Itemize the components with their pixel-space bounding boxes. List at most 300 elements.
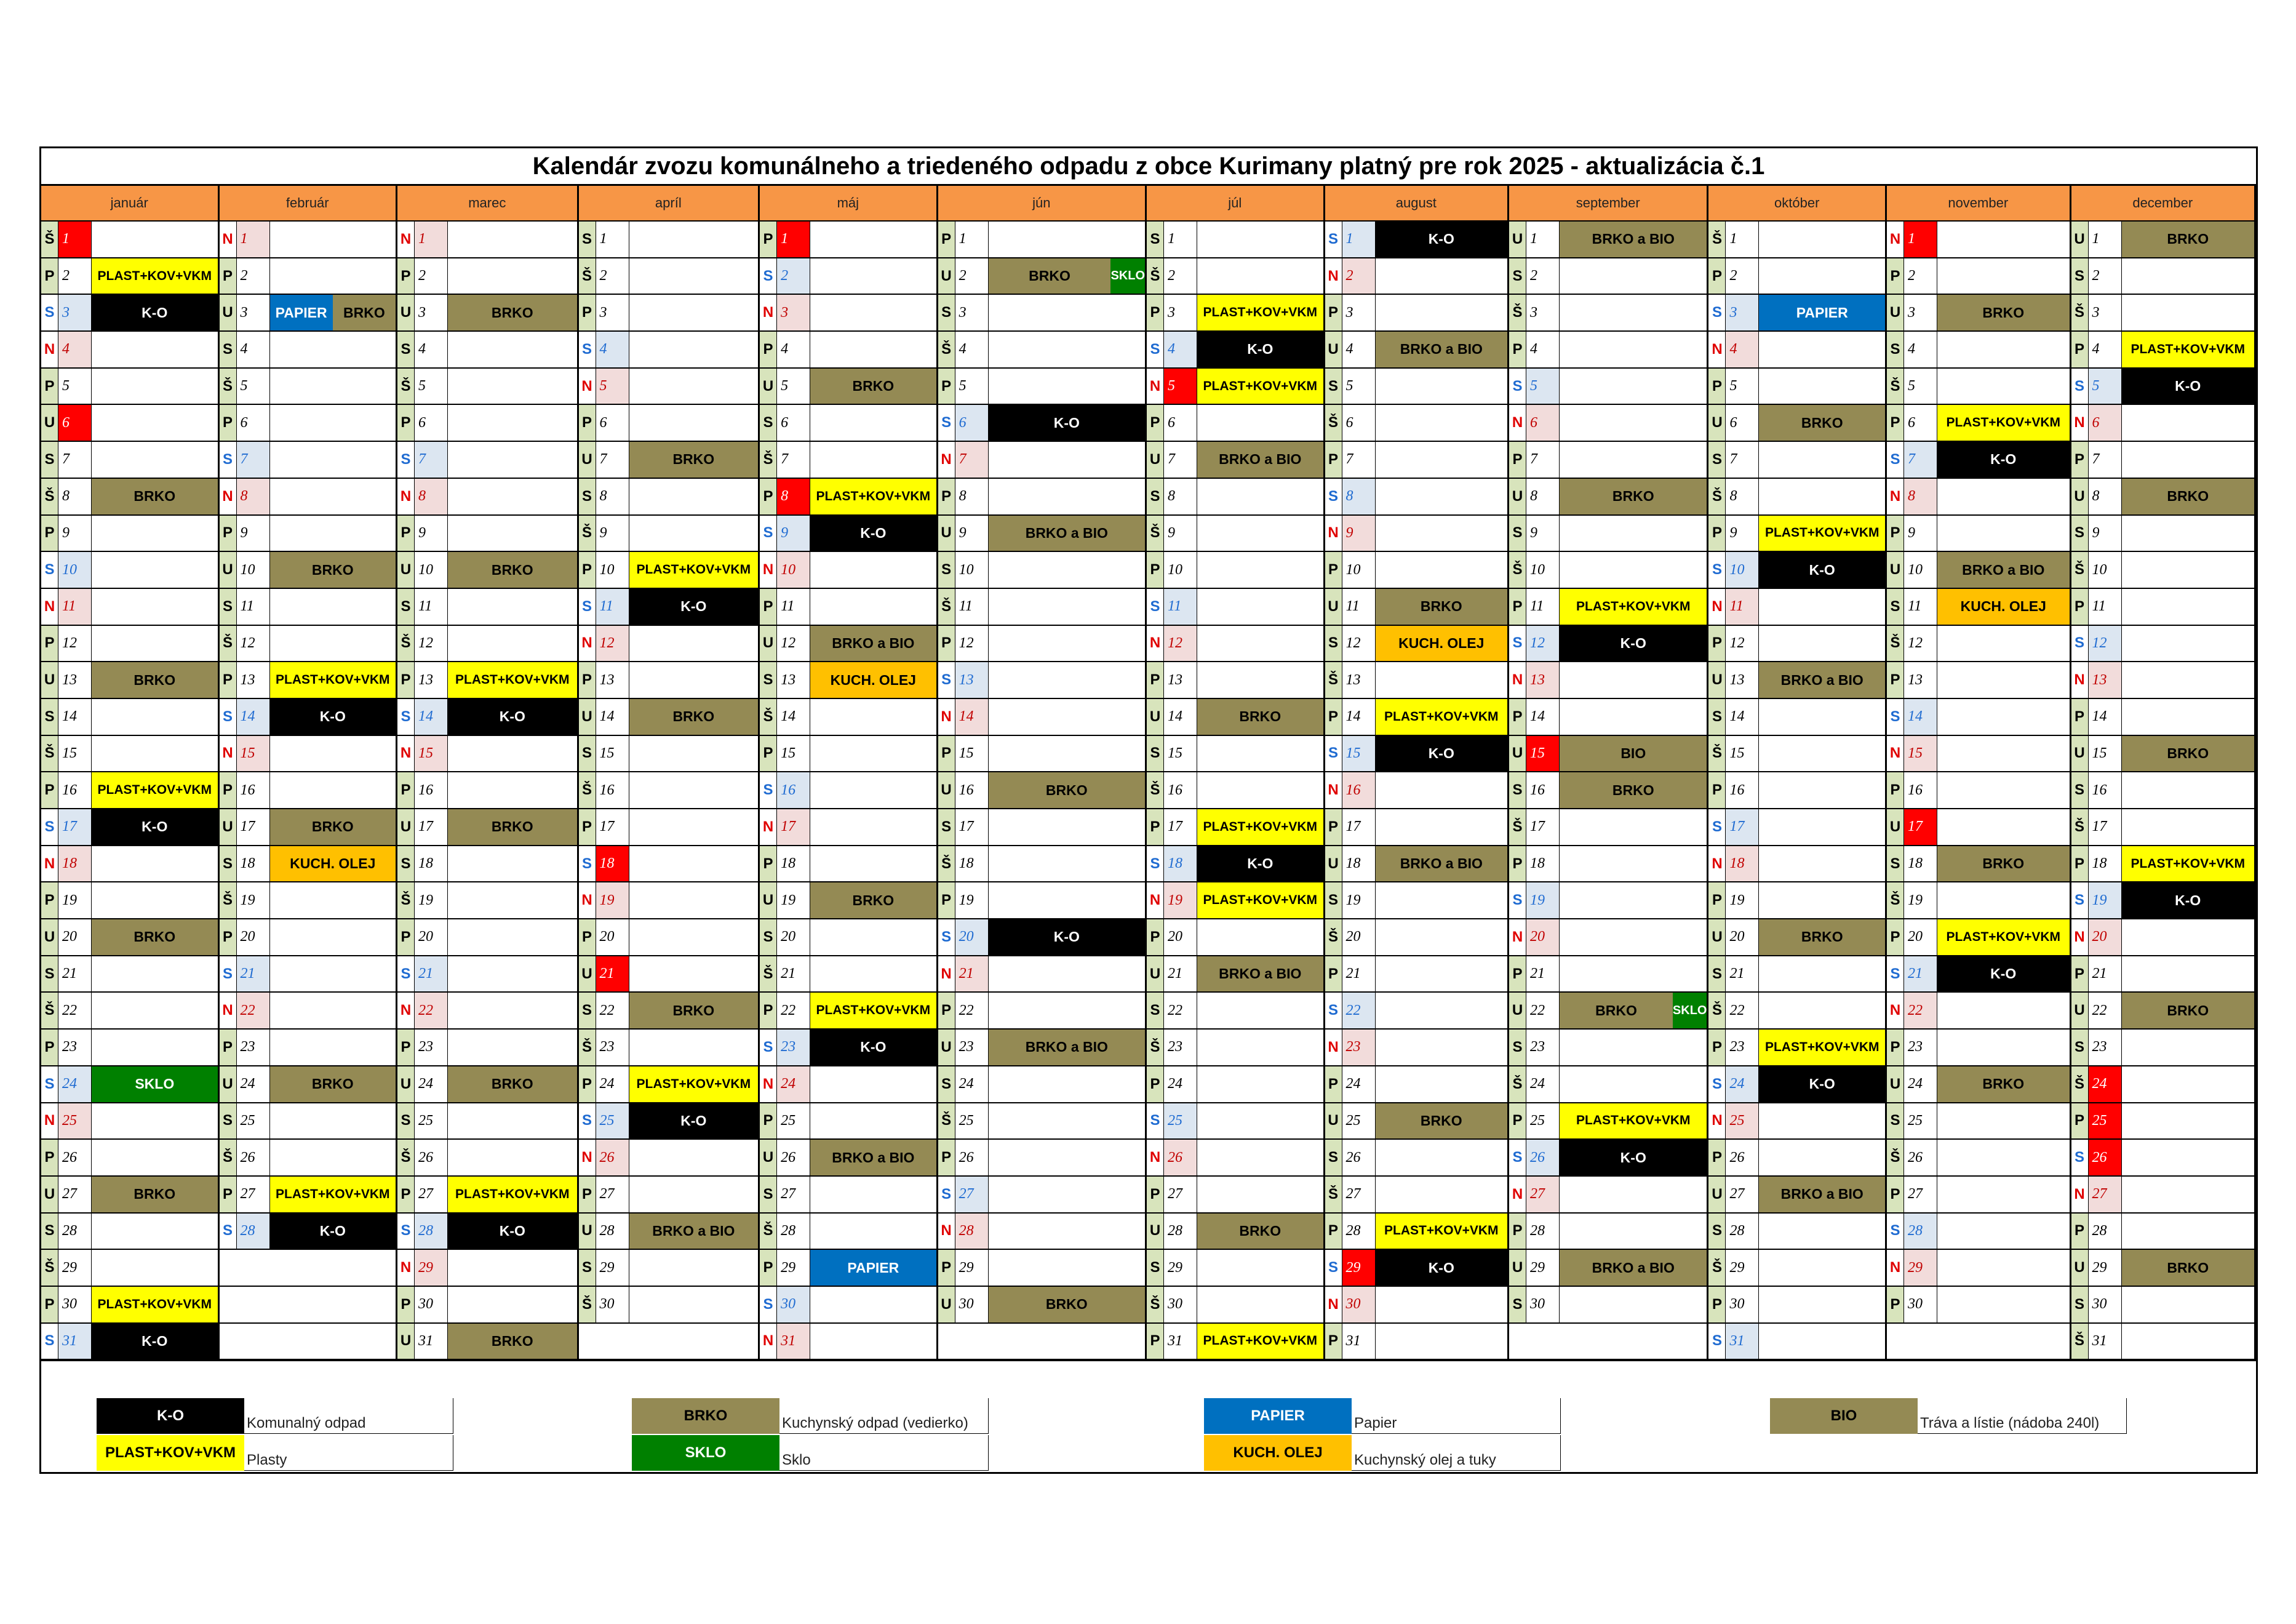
day-number: 14 [1164, 699, 1197, 735]
day-row [938, 589, 1145, 626]
weekday-letter: U [41, 662, 58, 698]
weekday-letter: S [1708, 956, 1726, 992]
event-cell [629, 956, 759, 992]
day-row [760, 993, 936, 1030]
day-row [579, 1214, 759, 1250]
collection-tag: BRKO [448, 295, 577, 330]
day-row [2071, 882, 2255, 919]
event-cell [92, 809, 218, 845]
day-row [1887, 1324, 2070, 1361]
day-number: 17 [596, 809, 629, 845]
weekday-letter: S [579, 736, 596, 772]
day-row [1708, 882, 1885, 919]
day-row [397, 516, 577, 553]
collection-tag: BRKO [629, 442, 759, 478]
weekday-letter: N [1887, 993, 1904, 1028]
day-number: 9 [237, 516, 270, 551]
event-cell [629, 1214, 759, 1249]
day-number: 14 [596, 699, 629, 735]
day-row [397, 626, 577, 663]
month-header-10: november [1887, 186, 2071, 220]
calendar-sheet [39, 146, 2258, 1474]
event-cell [92, 405, 218, 441]
event-cell [629, 1287, 759, 1322]
event-cell [1376, 736, 1508, 772]
day-number: 10 [955, 552, 989, 588]
weekday-letter: P [397, 516, 415, 551]
weekday-letter: S [1509, 1140, 1526, 1175]
day-number: 16 [237, 772, 270, 808]
day-row [1708, 1103, 1885, 1140]
weekday-letter: P [1509, 699, 1526, 735]
day-number: 28 [955, 1214, 989, 1249]
day-number: 17 [1342, 809, 1376, 845]
collection-tag: BRKO a BIO [629, 1214, 759, 1249]
event-cell [629, 332, 759, 367]
day-number: 19 [2089, 882, 2122, 918]
month-column [760, 222, 938, 1360]
event-cell [629, 589, 759, 625]
weekday-letter: N [1325, 772, 1342, 808]
weekday-letter: P [397, 662, 415, 698]
event-cell [270, 405, 396, 441]
day-number: 4 [955, 332, 989, 367]
weekday-letter: N [220, 222, 237, 257]
weekday-letter: S [1708, 295, 1726, 330]
day-number: 6 [1726, 405, 1759, 441]
weekday-letter: S [2071, 626, 2089, 662]
day-number: 4 [1526, 332, 1560, 367]
legend-code: KUCH. OLEJ [1204, 1435, 1352, 1471]
day-row [397, 699, 577, 736]
weekday-letter: N [41, 1103, 58, 1139]
day-row [938, 1066, 1145, 1103]
collection-tag: BRKO a BIO [989, 516, 1145, 551]
event-cell [810, 736, 936, 772]
day-row [1509, 699, 1707, 736]
day-number: 14 [58, 699, 92, 735]
day-number: 17 [58, 809, 92, 845]
day-number: 24 [1526, 1066, 1560, 1102]
day-row [41, 809, 218, 846]
weekday-letter: Š [1325, 405, 1342, 441]
event-cell [92, 1066, 218, 1102]
day-row [220, 552, 396, 589]
event-cell [1759, 552, 1885, 588]
day-row [938, 258, 1145, 295]
day-number: 20 [237, 919, 270, 955]
day-row [397, 479, 577, 516]
collection-tag: PLAST+KOV+VKM [629, 552, 759, 588]
day-row [1325, 442, 1508, 479]
day-row [2071, 369, 2255, 406]
day-row [1509, 1066, 1707, 1103]
weekday-letter: Š [2071, 1066, 2089, 1102]
day-number: 2 [415, 258, 448, 294]
event-cell [1937, 1287, 2070, 1322]
weekday-letter: N [1708, 332, 1726, 367]
weekday-letter: S [2071, 516, 2089, 551]
day-number: 16 [58, 772, 92, 808]
weekday-letter: P [2071, 846, 2089, 882]
weekday-letter: Š [1509, 295, 1526, 330]
weekday-letter: P [1325, 1324, 1342, 1359]
weekday-letter: N [1509, 1177, 1526, 1212]
event-cell [989, 369, 1145, 404]
day-row [41, 1103, 218, 1140]
weekday-letter: S [2071, 258, 2089, 294]
collection-tag: BRKO a BIO [1197, 442, 1323, 478]
day-row [938, 956, 1145, 993]
event-cell [448, 919, 577, 955]
weekday-letter: Š [1325, 662, 1342, 698]
event-cell [1197, 1140, 1323, 1175]
day-row [760, 1066, 936, 1103]
event-cell [629, 919, 759, 955]
collection-tag: BRKO [2122, 222, 2255, 257]
collection-tag: KUCH. OLEJ [1376, 626, 1508, 662]
event-cell [1376, 699, 1508, 735]
weekday-letter: P [760, 1250, 777, 1286]
event-cell [1560, 626, 1707, 662]
day-number: 20 [955, 919, 989, 955]
event-cell [810, 919, 936, 955]
weekday-letter: P [397, 919, 415, 955]
weekday-letter: P [1708, 1140, 1726, 1175]
day-row [397, 993, 577, 1030]
weekday-letter: Š [2071, 1324, 2089, 1359]
day-number: 4 [1164, 332, 1197, 367]
event-cell [1197, 699, 1323, 735]
day-row [1887, 1250, 2070, 1287]
day-number: 26 [777, 1140, 810, 1175]
day-row [579, 479, 759, 516]
day-number: 18 [237, 846, 270, 882]
event-cell [1376, 993, 1508, 1028]
event-cell [1376, 405, 1508, 441]
day-row [938, 626, 1145, 663]
day-row [1147, 516, 1323, 553]
day-row [2071, 295, 2255, 332]
weekday-letter: U [1887, 1066, 1904, 1102]
day-row [1887, 846, 2070, 883]
weekday-letter: Š [1708, 993, 1726, 1028]
day-number: 16 [2089, 772, 2122, 808]
collection-tag: BRKO [448, 1066, 577, 1102]
weekday-letter: Š [579, 516, 596, 551]
event-cell [2122, 222, 2255, 257]
day-number: 7 [58, 442, 92, 478]
day-row [2071, 699, 2255, 736]
weekday-letter: U [220, 809, 237, 845]
day-number: 9 [2089, 516, 2122, 551]
weekday-letter: Š [760, 956, 777, 992]
event-cell [1937, 993, 2070, 1028]
day-row [2071, 1140, 2255, 1177]
weekday-letter: U [397, 809, 415, 845]
day-row [1147, 1030, 1323, 1066]
event-cell [629, 699, 759, 735]
day-number: 18 [1342, 846, 1376, 882]
day-row [938, 405, 1145, 442]
day-number: 31 [1342, 1324, 1376, 1359]
day-number: 29 [2089, 1250, 2122, 1286]
event-cell [448, 736, 577, 772]
event-cell [1197, 222, 1323, 257]
event-cell [270, 1177, 396, 1212]
day-row [1325, 809, 1508, 846]
weekday-letter: S [1887, 956, 1904, 992]
event-cell [2122, 295, 2255, 330]
day-number: 3 [1164, 295, 1197, 330]
day-row [938, 1177, 1145, 1214]
day-number: 8 [1726, 479, 1759, 514]
weekday-letter: S [1325, 736, 1342, 772]
weekday-letter: P [938, 479, 955, 514]
weekday-letter: S [397, 1214, 415, 1249]
day-number: 28 [596, 1214, 629, 1249]
weekday-letter: P [760, 846, 777, 882]
day-row [1887, 1214, 2070, 1250]
weekday-letter: Š [1325, 1177, 1342, 1212]
event-cell [1376, 882, 1508, 918]
event-cell [270, 1066, 396, 1102]
day-row [1708, 295, 1885, 332]
event-cell [1197, 1214, 1323, 1249]
day-number: 29 [1342, 1250, 1376, 1286]
day-row [1509, 1250, 1707, 1287]
weekday-letter: S [1887, 1103, 1904, 1139]
day-number: 14 [1904, 699, 1937, 735]
day-row [1147, 626, 1323, 663]
event-cell [92, 662, 218, 698]
day-row [1147, 1287, 1323, 1324]
event-cell [1197, 736, 1323, 772]
day-number: 21 [1342, 956, 1376, 992]
event-cell [1376, 369, 1508, 404]
day-number: 12 [58, 626, 92, 662]
weekday-letter: S [1708, 1066, 1726, 1102]
day-number: 25 [58, 1103, 92, 1139]
weekday-letter: S [938, 1177, 955, 1212]
collection-tag: BRKO a BIO [810, 626, 936, 662]
day-number: 26 [596, 1140, 629, 1175]
day-row [1887, 736, 2070, 773]
day-row [2071, 809, 2255, 846]
event-cell [2122, 1324, 2255, 1359]
day-number: 19 [1726, 882, 1759, 918]
day-row [579, 993, 759, 1030]
day-row [1887, 479, 2070, 516]
day-number: 29 [415, 1250, 448, 1286]
weekday-letter: P [760, 479, 777, 514]
event-cell [92, 919, 218, 955]
weekday-letter: P [41, 1030, 58, 1065]
day-number: 8 [955, 479, 989, 514]
event-cell [1759, 1177, 1885, 1212]
event-cell [1376, 1140, 1508, 1175]
day-row [760, 369, 936, 406]
collection-tag: BRKO [270, 1066, 396, 1102]
day-row [938, 919, 1145, 956]
event-cell [1937, 405, 2070, 441]
weekday-letter: U [1147, 699, 1164, 735]
event-cell [1197, 1066, 1323, 1102]
day-row [1887, 809, 2070, 846]
event-cell [1937, 772, 2070, 808]
event-cell [1560, 772, 1707, 808]
day-row [1509, 626, 1707, 663]
day-row [1509, 589, 1707, 626]
day-row [760, 956, 936, 993]
event-cell [2122, 736, 2255, 772]
day-number: 19 [237, 882, 270, 918]
day-number: 10 [1526, 552, 1560, 588]
event-cell [92, 626, 218, 662]
event-cell [810, 589, 936, 625]
weekday-letter: S [1509, 882, 1526, 918]
event-cell [810, 1030, 936, 1065]
day-row [1708, 1324, 1885, 1361]
weekday-letter: S [1509, 516, 1526, 551]
day-number: 7 [955, 442, 989, 478]
collection-tag: BRKO [2122, 479, 2255, 514]
weekday-letter: P [397, 1030, 415, 1065]
day-row [579, 552, 759, 589]
event-cell [1197, 332, 1323, 367]
weekday-letter: Š [579, 1030, 596, 1065]
event-cell [1759, 1287, 1885, 1322]
weekday-letter: P [41, 882, 58, 918]
day-row [1887, 1066, 2070, 1103]
day-number: 5 [1342, 369, 1376, 404]
day-row [1325, 1250, 1508, 1287]
event-cell [810, 772, 936, 808]
weekday-letter: P [1325, 295, 1342, 330]
event-cell [810, 1066, 936, 1102]
weekday-letter: P [1509, 956, 1526, 992]
month-column [1509, 222, 1708, 1360]
event-cell [1937, 919, 2070, 955]
day-number: 7 [237, 442, 270, 478]
weekday-letter: P [1325, 552, 1342, 588]
day-row [1325, 589, 1508, 626]
day-row [41, 626, 218, 663]
collection-tag: PLAST+KOV+VKM [270, 1177, 396, 1212]
day-number: 21 [777, 956, 810, 992]
day-row [1147, 956, 1323, 993]
day-number: 21 [1526, 956, 1560, 992]
event-cell [92, 699, 218, 735]
day-number: 8 [777, 479, 810, 514]
day-row [1325, 1177, 1508, 1214]
day-row [220, 516, 396, 553]
weekday-letter: S [1887, 442, 1904, 478]
day-row [1708, 552, 1885, 589]
weekday-letter: Š [579, 772, 596, 808]
event-cell [448, 1250, 577, 1286]
collection-tag: PLAST+KOV+VKM [1376, 699, 1508, 735]
day-number: 12 [955, 626, 989, 662]
day-row [2071, 1287, 2255, 1324]
event-cell [270, 772, 396, 808]
event-cell [1376, 772, 1508, 808]
day-number: 17 [1904, 809, 1937, 845]
collection-tag: BRKO a BIO [1376, 846, 1508, 882]
event-cell [810, 222, 936, 257]
day-row [938, 479, 1145, 516]
collection-tag: PLAST+KOV+VKM [2122, 332, 2255, 367]
weekday-letter: S [579, 589, 596, 625]
weekday-letter: S [1325, 1140, 1342, 1175]
event-cell [1376, 919, 1508, 955]
weekday-letter: S [41, 1324, 58, 1359]
day-row [579, 1030, 759, 1066]
day-number: 3 [58, 295, 92, 330]
event-cell [1197, 295, 1323, 330]
day-number: 16 [1164, 772, 1197, 808]
day-row [1509, 1177, 1707, 1214]
weekday-letter: P [1708, 1030, 1726, 1065]
day-row [41, 662, 218, 699]
event-cell [1197, 369, 1323, 404]
weekday-letter: P [579, 1177, 596, 1212]
weekday-letter: N [760, 295, 777, 330]
event-cell [2122, 369, 2255, 404]
event-cell [1197, 956, 1323, 992]
collection-tag: KUCH. OLEJ [1937, 589, 2070, 625]
day-row [1708, 993, 1885, 1030]
collection-tag: K-O [270, 699, 396, 735]
day-row [1147, 222, 1323, 258]
weekday-letter: S [1887, 846, 1904, 882]
event-cell [270, 736, 396, 772]
weekday-letter: S [579, 222, 596, 257]
event-cell [1197, 626, 1323, 662]
day-number: 10 [596, 552, 629, 588]
weekday-letter: S [760, 1177, 777, 1212]
legend-code: SKLO [632, 1435, 779, 1471]
day-number: 1 [1526, 222, 1560, 257]
collection-tag: PLAST+KOV+VKM [448, 662, 577, 698]
event-cell [989, 1066, 1145, 1102]
day-row [938, 222, 1145, 258]
day-number: 20 [1342, 919, 1376, 955]
day-row [760, 589, 936, 626]
day-number: 12 [415, 626, 448, 662]
event-cell [989, 882, 1145, 918]
event-cell [629, 626, 759, 662]
day-row [1887, 626, 2070, 663]
day-number: 24 [596, 1066, 629, 1102]
day-number: 11 [1726, 589, 1759, 625]
event-cell [1197, 1250, 1323, 1286]
weekday-letter: S [760, 405, 777, 441]
collection-tag: PLAST+KOV+VKM [448, 1177, 577, 1212]
day-number: 24 [237, 1066, 270, 1102]
weekday-letter: N [1887, 479, 1904, 514]
day-number: 11 [777, 589, 810, 625]
month-column [1708, 222, 1887, 1360]
day-number: 6 [955, 405, 989, 441]
weekday-letter: P [2071, 442, 2089, 478]
day-number: 1 [237, 222, 270, 257]
weekday-letter: S [938, 662, 955, 698]
day-number: 18 [2089, 846, 2122, 882]
day-row [1147, 369, 1323, 406]
day-row [41, 699, 218, 736]
day-number: 6 [237, 405, 270, 441]
